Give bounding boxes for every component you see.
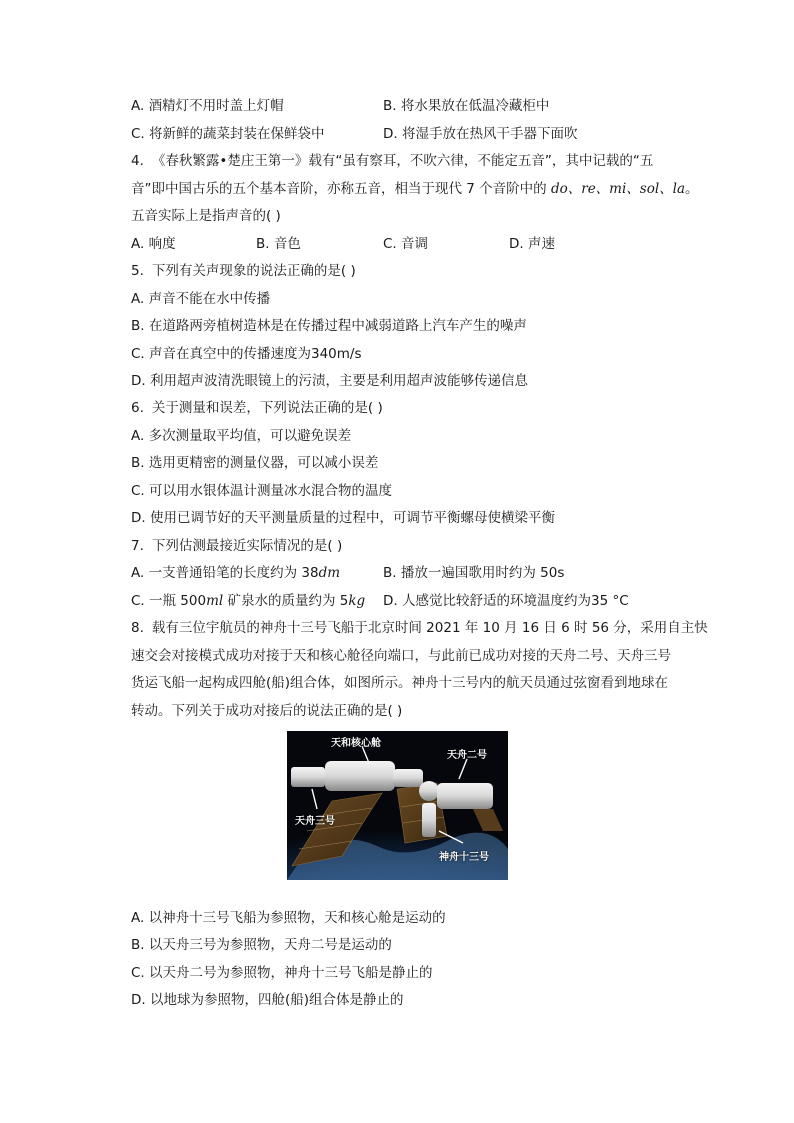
q4-solfege-notes: do、re、mi、sol、la (550, 181, 686, 197)
q5-option-c: C. 声音在真空中的传播速度为340m/s (131, 346, 362, 362)
q7-option-b: B. 播放一遍国歌用时约为 50s (383, 565, 565, 581)
docking-node (393, 769, 423, 787)
q3-option-c: C. 将新鲜的蔬菜封装在保鲜袋中 (131, 126, 325, 142)
q7-option-c (131, 591, 365, 611)
q8-line2: 速交会对接模式成功对接于天和核心舱径向端口，与此前已成功对接的天舟二号、天舟三号 (131, 648, 671, 664)
q8-option-a: A. 以神舟十三号飞船为参照物，天和核心舱是运动的 (131, 910, 446, 926)
q4-option-b: B. 音色 (256, 236, 301, 252)
q4-line1 (131, 151, 653, 171)
shenzhou-13-module (422, 803, 436, 837)
q6-option-b: B. 选用更精密的测量仪器，可以减小误差 (131, 455, 379, 471)
q5-option-b: B. 在道路两旁植树造林是在传播过程中减弱道路上汽车产生的噪声 (131, 318, 527, 334)
q8-option-c: C. 以天舟二号为参照物，神舟十三号飞船是静止的 (131, 965, 433, 981)
q7-option-c-unit1: ml (206, 593, 224, 609)
q5-option-a: A. 声音不能在水中传播 (131, 291, 271, 307)
docking-hub (419, 781, 439, 801)
q7-option-a-text: A. 一支普通铅笔的长度约为 38 (131, 565, 319, 581)
q7-stem-text: 下列估测最接近实际情况的是( ) (151, 538, 343, 554)
q7-stem (131, 536, 342, 556)
q6-number: 6. (131, 400, 144, 416)
q7-number: 7. (131, 538, 144, 554)
q6-option-d: D. 使用已调节好的天平测量质量的过程中，可调节平衡螺母使横梁平衡 (131, 510, 555, 526)
q4-option-c: C. 音调 (383, 236, 429, 252)
q8-line1 (131, 618, 708, 638)
q5-stem-text: 下列有关声现象的说法正确的是( ) (151, 263, 356, 279)
q7-option-a (131, 563, 340, 583)
q6-option-c: C. 可以用水银体温计测量冰水混合物的温度 (131, 483, 393, 499)
q4-option-a: A. 响度 (131, 236, 176, 252)
space-station-figure (287, 731, 508, 880)
q6-stem-text: 关于测量和误差，下列说法正确的是( ) (151, 400, 383, 416)
q4-option-d: D. 声速 (509, 236, 555, 252)
q7-option-c-text2: 矿泉水的质量约为 5 (223, 593, 349, 609)
q3-option-a: A. 酒精灯不用时盖上灯帽 (131, 98, 284, 114)
q4-text-line2: 音”即中国古乐的五个基本音阶，亦称五音，相当于现代 7 个音阶中的 (131, 181, 551, 197)
q8-line4: 转动。下列关于成功对接后的说法正确的是( ) (131, 703, 403, 719)
q5-number: 5. (131, 263, 144, 279)
label-tianzhou-3: 天舟三号 (295, 816, 335, 827)
q8-option-b: B. 以天舟三号为参照物，天舟二号是运动的 (131, 937, 392, 953)
q8-number: 8. (131, 620, 144, 636)
q7-option-d: D. 人感觉比较舒适的环境温度约为35 °C (383, 593, 629, 609)
label-shenzhou-13: 神舟十三号 (439, 852, 489, 863)
q4-line2 (131, 179, 699, 199)
q7-option-c-text1: C. 一瓶 500 (131, 593, 207, 609)
q4-number: 4. (131, 153, 144, 169)
tianzhou-2-module (437, 783, 493, 809)
label-tianhe-core: 天和核心舱 (331, 738, 381, 749)
tianzhou-3-module (291, 767, 325, 787)
q7-option-a-unit: dm (318, 565, 341, 581)
q5-option-d: D. 利用超声波清洗眼镜上的污渍，主要是利用超声波能够传递信息 (131, 373, 528, 389)
q8-text-line1: 载有三位宇航员的神舟十三号飞船于北京时间 2021 年 10 月 16 日 6 时 56 分，采用自主快 (151, 620, 708, 636)
q4-line2-end: 。 (685, 181, 699, 197)
q6-stem (131, 398, 383, 418)
q6-option-a: A. 多次测量取平均值，可以避免误差 (131, 428, 352, 444)
label-tianzhou-2: 天舟二号 (447, 750, 487, 761)
q3-option-d: D. 将湿手放在热风干手器下面吹 (383, 126, 578, 142)
q4-text-line1: 《春秋繁露•楚庄王第一》载有“虽有察耳，不吹六律，不能定五音”，其中记载的“五 (151, 153, 654, 169)
q3-option-b: B. 将水果放在低温冷藏柜中 (383, 98, 550, 114)
q4-line3: 五音实际上是指声音的( ) (131, 208, 281, 224)
q5-stem (131, 261, 356, 281)
tianhe-core-module (325, 761, 395, 791)
q8-line3: 货运飞船一起构成四舱(船)组合体，如图所示。神舟十三号内的航天员通过弦窗看到地球在 (131, 675, 669, 691)
q7-option-c-unit2: kg (348, 593, 366, 609)
q8-option-d: D. 以地球为参照物，四舱(船)组合体是静止的 (131, 992, 404, 1008)
